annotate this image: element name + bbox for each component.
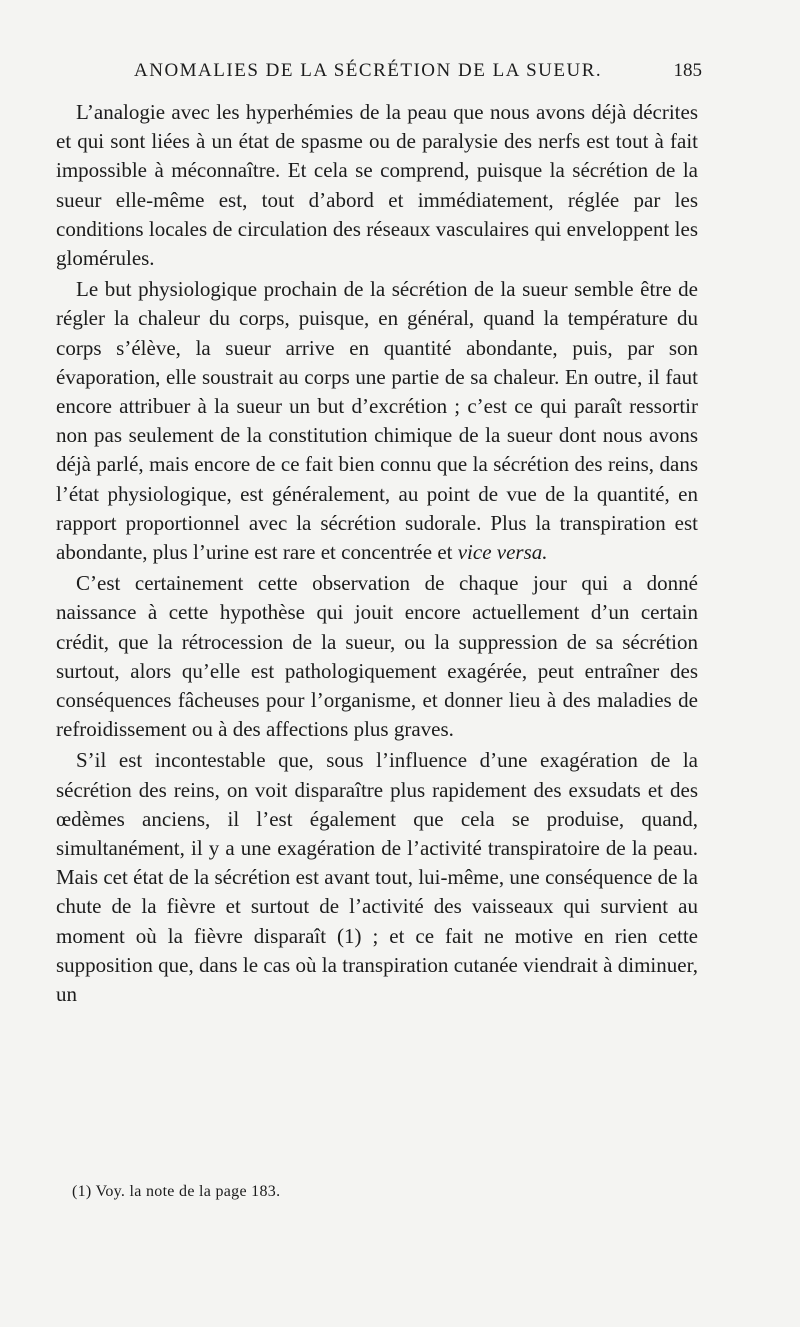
paragraph bbox=[56, 746, 698, 1009]
italic-phrase: vice versa. bbox=[457, 540, 548, 565]
paragraph-text: C’est certainement cette observation de chaque jour qui a donné naissance à cette hypothèse qui jouit encore actuellement d’un certain crédit, que la rétrocession de la sueur, ou la suppression de sa sécrétion surtout, alors qu’elle est pathologiquement exagérée, peut entraîner des conséquences fâcheuses pour l’organisme, et donner lieu à des maladies de refroidissement ou à des affections plus graves. bbox=[56, 571, 698, 742]
paragraph-text: Le but physiologique prochain de la sécrétion de la sueur semble être de régler la chaleur du corps, puisque, en général, quand la température du corps s’élève, la sueur arrive en quantité abondante, puis, par son évaporation, elle soustrait au corps une partie de sa chaleur. En outre, il faut encore attribuer à la sueur un but d’excrétion ; c’est ce qui paraît ressortir non pas seulement de la constitution chimique de la sueur dont nous avons déjà parlé, mais encore de ce fait bien connu que la sécrétion des reins, dans l’état physiologique, est généralement, au point de vue de la quantité, en rapport proportionnel avec la sécrétion sudorale. Plus la transpiration est abondante, plus l’urine est rare et concentrée et bbox=[56, 277, 698, 565]
paragraph bbox=[56, 98, 698, 273]
paragraph bbox=[56, 569, 698, 744]
paragraph-text: L’analogie avec les hyperhémies de la peau que nous avons déjà décrites et qui sont liées à un état de spasme ou de paralysie des nerfs est tout à fait impossible à méconnaître. Et cela se comprend, puisque la sécrétion de la sueur elle-même est, tout d’abord et immédiatement, réglée par les conditions locales de circulation des réseaux vasculaires qui enveloppent les glomérules. bbox=[56, 100, 698, 271]
paragraph-text: S’il est incontestable que, sous l’influence d’une exagération de la sécrétion des reins, on voit disparaître plus rapidement des exsudats et des œdèmes anciens, il l’est également que cela se produise, quand, simultanément, il y a une exagération de l’activité transpiratoire de la peau. Mais cet état de la sécrétion est avant tout, lui-même, une conséquence de la chute de la fièvre et surtout de l’activité des vaisseaux qui survient au moment où la fièvre disparaît (1) ; et ce fait ne motive en rien cette supposition que, dans le cas où la transpiration cutanée viendrait à diminuer, un bbox=[56, 748, 698, 1007]
body-text bbox=[56, 98, 698, 1009]
running-title: ANOMALIES DE LA SÉCRÉTION DE LA SUEUR. bbox=[134, 60, 603, 81]
paragraph bbox=[56, 275, 698, 567]
page-number: 185 bbox=[673, 60, 702, 81]
footnote: (1) Voy. la note de la page 183. bbox=[72, 1183, 281, 1200]
running-header bbox=[56, 60, 702, 90]
